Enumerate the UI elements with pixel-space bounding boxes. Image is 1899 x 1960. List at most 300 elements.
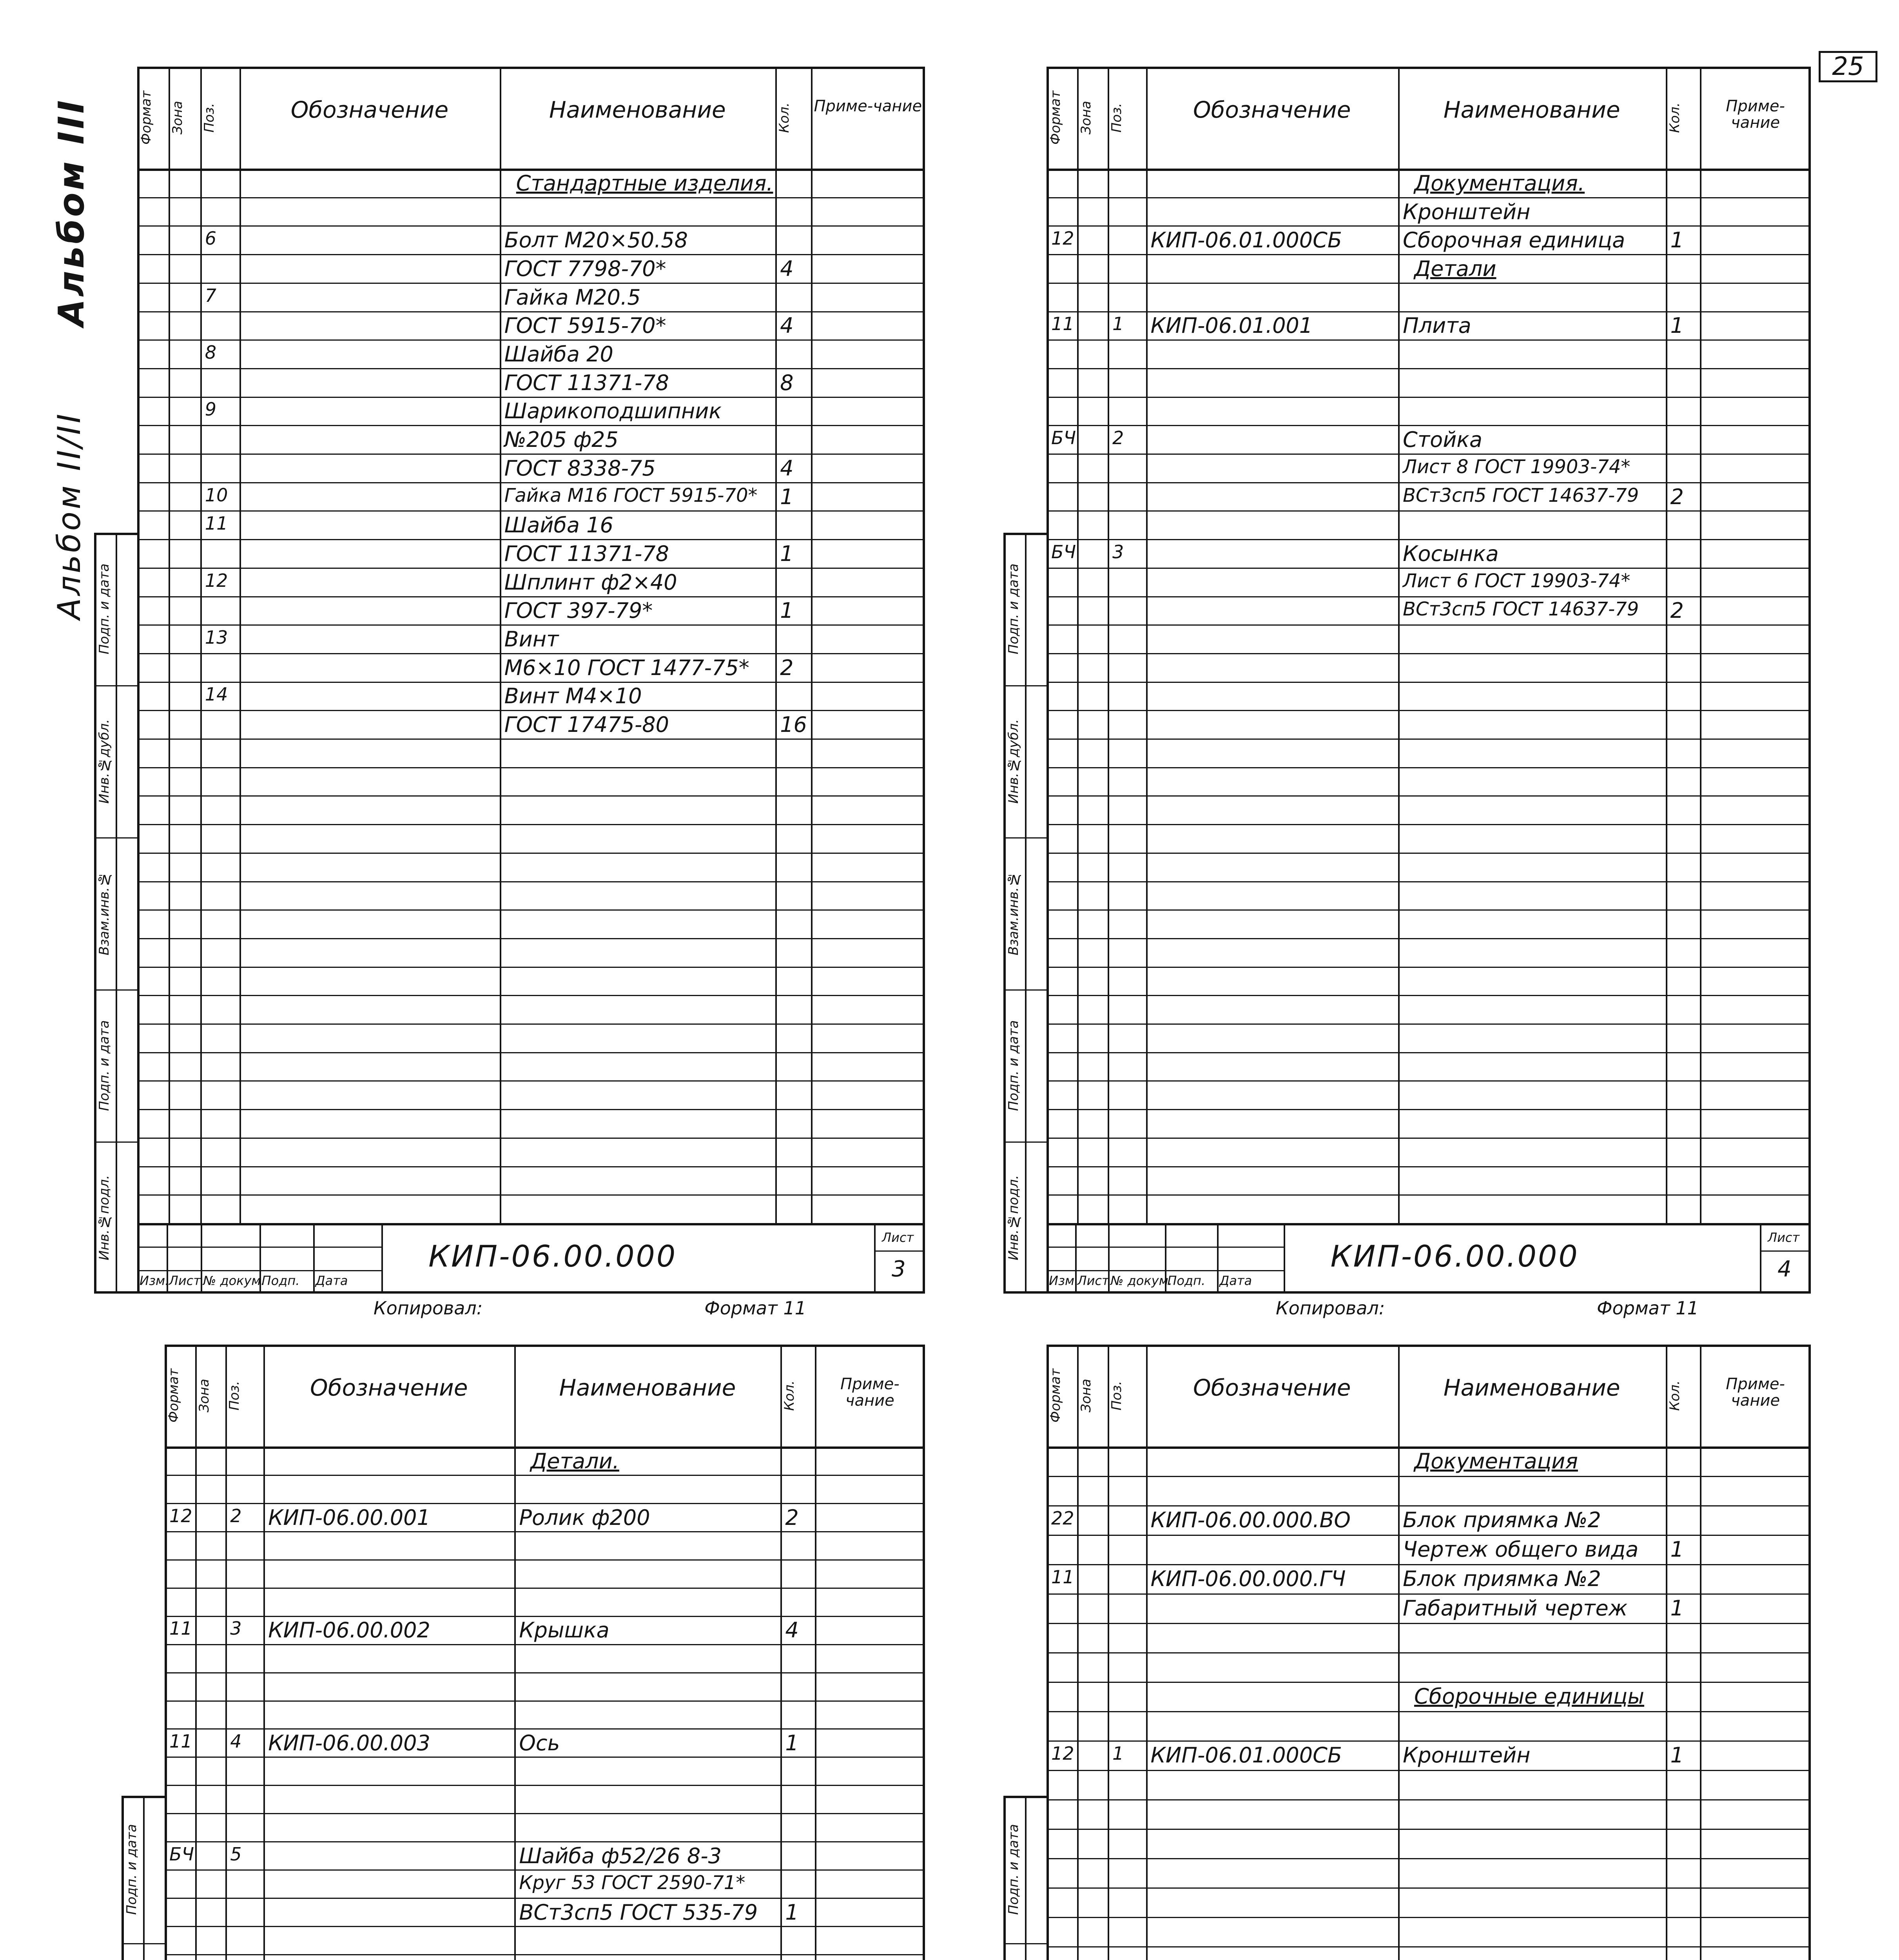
side-stamp-divider — [116, 533, 117, 1294]
row-divider — [137, 1194, 925, 1196]
spec-cell-name: ГОСТ 8338-75 — [504, 456, 656, 481]
spec-cell-name: Стойка — [1403, 427, 1483, 452]
spec-cell-pos: 6 — [205, 228, 217, 249]
spec-cell-name: ВСт3сп5 ГОСТ 14637-79 — [1403, 598, 1639, 621]
row-divider — [1047, 853, 1811, 854]
spec-panel-1 — [71, 67, 925, 1319]
side-stamp-label: Инв.№подл. — [1006, 1175, 1021, 1260]
row-divider — [165, 1503, 925, 1504]
stamp-column-divider — [201, 1223, 202, 1294]
row-divider — [1047, 425, 1811, 426]
spec-cell-name: Шайба ф52/26 8-3 — [519, 1843, 722, 1868]
document-code: КИП-06.00.000 — [1330, 1239, 1579, 1274]
side-stamp-label: Подп. и дата — [1006, 1020, 1021, 1111]
row-divider — [1047, 368, 1811, 369]
document-code: КИП-06.00.000 — [428, 1239, 677, 1274]
column-divider — [780, 1345, 782, 1960]
row-divider — [1047, 1652, 1811, 1653]
side-stamp-divider — [1025, 533, 1027, 1294]
spec-cell-fmt: 11 — [169, 1618, 192, 1639]
spec-cell-name: Сборочная единица — [1403, 228, 1625, 253]
stamp-sheet-divider — [1760, 1250, 1811, 1252]
row-divider — [1047, 1194, 1811, 1196]
spec-cell-pos: 2 — [230, 1505, 242, 1526]
column-header-format: Формат — [166, 1368, 181, 1423]
spec-cell-name: Габаритный чертеж — [1403, 1596, 1628, 1621]
spec-cell-fmt: 12 — [1051, 228, 1074, 249]
spec-cell-fmt: 11 — [169, 1731, 192, 1752]
column-divider — [263, 1345, 265, 1960]
side-stamp-divider — [1025, 1796, 1027, 1960]
spec-cell-qty: 2 — [1670, 598, 1684, 623]
row-divider — [165, 1869, 925, 1871]
column-header-note: Приме-чание — [814, 97, 922, 115]
row-divider — [137, 482, 925, 483]
row-divider — [1047, 967, 1811, 968]
column-header-qty: Кол. — [1667, 1380, 1683, 1411]
spec-cell-des: КИП-06.01.000СБ — [1150, 1743, 1342, 1768]
stamp-sheet-divider — [1760, 1223, 1761, 1294]
row-divider — [1047, 197, 1811, 198]
row-divider — [137, 197, 925, 198]
spec-cell-pos: 1 — [1112, 313, 1124, 335]
spec-cell-qty: 4 — [780, 456, 794, 481]
spec-cell-pos: 5 — [230, 1843, 242, 1865]
stamp-divider — [1047, 1223, 1811, 1225]
column-header-note: Приме-чание — [840, 1375, 900, 1410]
column-divider — [500, 67, 501, 1223]
row-divider — [1047, 881, 1811, 882]
spec-cell-name: Косынка — [1403, 541, 1499, 566]
column-header-qty: Кол. — [782, 1380, 798, 1411]
spec-cell-pos: 3 — [1112, 541, 1124, 563]
spec-cell-pos: 9 — [205, 399, 217, 420]
column-header-format: Формат — [1048, 91, 1063, 145]
column-header-zone: Зона — [1078, 101, 1094, 134]
spec-cell-name: ГОСТ 17475-80 — [504, 712, 669, 737]
row-divider — [137, 254, 925, 255]
sheet-label: Лист — [1768, 1230, 1800, 1245]
spec-cell-name: Кронштейн — [1403, 1743, 1531, 1768]
row-divider — [165, 1531, 925, 1532]
row-divider — [137, 881, 925, 882]
spec-cell-name: Гайка М16 ГОСТ 5915-70* — [504, 484, 758, 506]
spec-cell-qty: 4 — [785, 1618, 799, 1643]
spec-cell-pos: 4 — [230, 1731, 242, 1752]
spec-cell-pos: 14 — [205, 684, 228, 705]
row-divider — [1047, 283, 1811, 284]
row-divider — [1047, 1917, 1811, 1918]
spec-cell-pos: 13 — [205, 627, 228, 648]
row-divider — [165, 1644, 925, 1645]
row-divider — [137, 283, 925, 284]
spec-cell-qty: 1 — [780, 598, 794, 623]
spec-cell-name: Блок приямка №2 — [1403, 1508, 1601, 1532]
row-divider — [1047, 1946, 1811, 1947]
row-divider — [137, 995, 925, 996]
spec-cell-name: Детали — [1414, 256, 1496, 281]
row-divider — [1047, 1138, 1811, 1139]
column-header-note: Приме-чание — [1726, 1375, 1785, 1410]
stamp-column-label: Лист — [169, 1273, 201, 1288]
spec-cell-name: Стандартные изделия. — [516, 171, 773, 196]
column-header-format: Формат — [138, 91, 154, 145]
spec-cell-qty: 1 — [785, 1731, 799, 1756]
row-divider — [1047, 1593, 1811, 1595]
spec-cell-qty: 1 — [1670, 1537, 1684, 1562]
spec-cell-name: М6×10 ГОСТ 1477-75* — [504, 655, 749, 680]
spec-cell-pos: 10 — [205, 484, 228, 506]
side-stamp-label: Подп. и дата — [96, 1020, 112, 1111]
row-divider — [137, 710, 925, 711]
row-divider — [137, 454, 925, 455]
row-divider — [1047, 1024, 1811, 1025]
spec-cell-qty: 1 — [1670, 228, 1684, 253]
spec-cell-fmt: 11 — [1051, 1566, 1074, 1588]
column-header-pos: Поз. — [201, 103, 217, 132]
row-divider — [165, 1813, 925, 1814]
spec-cell-des: КИП-06.01.000СБ — [1150, 228, 1342, 253]
row-divider — [165, 1559, 925, 1561]
row-divider — [137, 568, 925, 569]
stamp-column-label: Подп. — [261, 1273, 300, 1288]
spec-cell-name: Болт М20×50.58 — [504, 228, 688, 253]
stamp-column-label: Подп. — [1167, 1273, 1206, 1288]
spec-cell-name: Крышка — [519, 1618, 609, 1643]
row-divider — [137, 909, 925, 911]
row-divider — [1047, 1770, 1811, 1771]
spec-cell-qty: 2 — [780, 655, 794, 680]
stamp-sheet-divider — [874, 1223, 876, 1294]
row-divider — [1047, 1682, 1811, 1683]
spec-cell-pos: 1 — [1112, 1743, 1124, 1764]
row-divider — [1047, 938, 1811, 939]
row-divider — [137, 1138, 925, 1139]
stamp-column-label: № докум. — [203, 1273, 265, 1288]
row-divider — [1047, 539, 1811, 540]
row-divider — [1047, 1829, 1811, 1830]
row-divider — [1047, 739, 1811, 740]
spec-cell-name: Шплинт ф2×40 — [504, 570, 677, 595]
row-divider — [137, 510, 925, 512]
row-divider — [137, 795, 925, 797]
row-divider — [1047, 596, 1811, 597]
side-stamp-label: Подп. и дата — [1006, 1824, 1021, 1915]
spec-cell-name: Детали. — [530, 1448, 619, 1474]
column-header-designation: Обозначение — [1193, 1374, 1351, 1401]
column-header-pos: Поз. — [1109, 103, 1125, 132]
column-divider — [239, 67, 241, 1223]
row-divider — [137, 368, 925, 369]
row-divider — [137, 824, 925, 825]
row-divider — [137, 539, 925, 540]
row-divider — [137, 1052, 925, 1053]
side-stamp-divider — [143, 1796, 145, 1960]
spec-cell-name: №205 ф25 — [504, 427, 618, 452]
column-header-name: Наименование — [549, 96, 726, 123]
spec-cell-qty: 8 — [780, 370, 794, 395]
spec-cell-name: Лист 6 ГОСТ 19903-74* — [1403, 570, 1631, 592]
spec-cell-fmt: БЧ — [1051, 541, 1076, 563]
row-divider — [137, 682, 925, 683]
spec-cell-des: КИП-06.00.002 — [268, 1618, 430, 1643]
column-divider — [1146, 67, 1148, 1223]
column-header-qty: Кол. — [1667, 102, 1683, 133]
side-stamp-label: Подп. и дата — [1006, 563, 1021, 655]
row-divider — [1047, 995, 1811, 996]
row-divider — [165, 1898, 925, 1899]
spec-cell-qty: 16 — [780, 712, 807, 737]
spec-cell-qty: 1 — [1670, 1596, 1684, 1621]
sheet-label: Лист — [882, 1230, 914, 1245]
row-divider — [1047, 1740, 1811, 1742]
stamp-column-label: Изм. — [140, 1273, 169, 1288]
row-divider — [165, 1926, 925, 1927]
column-header-designation: Обозначение — [1193, 96, 1351, 123]
row-divider — [165, 1785, 925, 1786]
column-divider — [1398, 67, 1400, 1223]
row-divider — [165, 1757, 925, 1758]
spec-cell-qty: 2 — [785, 1505, 799, 1530]
row-divider — [165, 1672, 925, 1673]
column-divider — [1077, 67, 1079, 1223]
row-divider — [1047, 1564, 1811, 1565]
spec-cell-pos: 7 — [205, 285, 217, 306]
spec-cell-des: КИП-06.00.001 — [268, 1505, 430, 1530]
column-header-note: Приме-чание — [1726, 97, 1785, 132]
stamp-sheet-divider — [874, 1250, 925, 1252]
spec-cell-name: Винт — [504, 627, 559, 652]
row-divider — [1047, 653, 1811, 654]
album-label: Альбом III — [51, 98, 92, 327]
stamp-column-label: Изм. — [1049, 1273, 1079, 1288]
side-stamp-label: Инв.№дубл. — [1006, 719, 1021, 804]
row-divider — [165, 1700, 925, 1702]
format-label: Формат 11 — [704, 1298, 806, 1319]
row-divider — [137, 624, 925, 626]
row-divider — [165, 1616, 925, 1617]
row-divider — [1047, 824, 1811, 825]
spec-cell-fmt: 12 — [169, 1505, 192, 1526]
spec-panel-4 — [980, 1345, 1811, 1960]
row-divider — [1047, 1535, 1811, 1536]
spec-cell-fmt: 12 — [1051, 1743, 1074, 1764]
stamp-column-divider — [1217, 1223, 1219, 1294]
spec-cell-name: ГОСТ 7798-70* — [504, 256, 666, 281]
row-divider — [137, 425, 925, 426]
side-stamp-label: Инв.№подл. — [96, 1175, 112, 1260]
column-header-name: Наименование — [1443, 96, 1620, 123]
row-divider — [1047, 225, 1811, 227]
side-stamp-label: Инв.№дубл. — [96, 719, 112, 804]
column-divider — [225, 1345, 227, 1960]
spec-cell-name: ГОСТ 11371-78 — [504, 541, 669, 566]
spec-cell-qty: 4 — [780, 256, 794, 281]
spec-cell-fmt: 22 — [1051, 1508, 1074, 1529]
row-divider — [1047, 624, 1811, 626]
stamp-column-label: Лист — [1077, 1273, 1109, 1288]
page-number: 25 — [1819, 51, 1877, 82]
column-divider — [811, 67, 813, 1223]
spec-cell-fmt: БЧ — [169, 1843, 194, 1865]
spec-cell-qty: 1 — [1670, 313, 1684, 338]
side-stamp-label: Подп. и дата — [124, 1824, 140, 1915]
row-divider — [137, 225, 925, 227]
row-divider — [1047, 1080, 1811, 1082]
spec-cell-pos: 8 — [205, 342, 217, 363]
row-divider — [137, 739, 925, 740]
spec-cell-des: КИП-06.00.000.ВО — [1150, 1508, 1351, 1532]
spec-cell-name: Шайба 16 — [504, 513, 613, 538]
row-divider — [1047, 710, 1811, 711]
column-divider — [815, 1345, 816, 1960]
spec-cell-fmt: 11 — [1051, 313, 1074, 335]
spec-cell-name: Чертеж общего вида — [1403, 1537, 1639, 1562]
spec-cell-name: ГОСТ 11371-78 — [504, 370, 669, 395]
column-header-zone: Зона — [196, 1379, 212, 1412]
row-divider — [165, 1841, 925, 1842]
column-divider — [1666, 67, 1667, 1223]
row-divider — [1047, 254, 1811, 255]
spec-cell-pos: 12 — [205, 570, 228, 591]
column-header-zone: Зона — [170, 101, 186, 134]
row-divider — [137, 653, 925, 654]
stamp-column-divider — [1284, 1223, 1285, 1294]
spec-cell-qty: 4 — [780, 313, 794, 338]
column-header-designation: Обозначение — [310, 1374, 468, 1401]
column-header-pos: Поз. — [1109, 1381, 1125, 1410]
spec-cell-name: Круг 53 ГОСТ 2590-71* — [519, 1871, 745, 1894]
column-divider — [195, 1345, 197, 1960]
album-label-secondary: Альбом II/II — [51, 412, 87, 620]
copied-by-label: Копировал: — [374, 1298, 483, 1319]
row-divider — [1047, 1109, 1811, 1110]
column-divider — [169, 67, 170, 1223]
spec-cell-name: ВСт3сп5 ГОСТ 14637-79 — [1403, 484, 1639, 506]
spec-cell-pos: 3 — [230, 1618, 242, 1639]
row-divider — [1047, 568, 1811, 569]
side-stamp-label: Взам.инв.№ — [96, 871, 112, 955]
row-divider — [1047, 1505, 1811, 1506]
row-divider — [1047, 1476, 1811, 1477]
row-divider — [137, 1166, 925, 1167]
row-divider — [137, 853, 925, 854]
row-divider — [1047, 1858, 1811, 1859]
sheet-number: 3 — [892, 1256, 906, 1282]
column-divider — [775, 67, 777, 1223]
column-divider — [1108, 67, 1109, 1223]
spec-cell-pos: 11 — [205, 513, 228, 534]
spec-cell-name: Документация. — [1414, 171, 1585, 196]
format-label: Формат 11 — [1597, 1298, 1699, 1319]
row-divider — [1047, 397, 1811, 398]
spec-cell-pos: 2 — [1112, 427, 1124, 449]
sheet-number: 4 — [1777, 1256, 1792, 1282]
spec-cell-name: Документация — [1414, 1449, 1578, 1474]
row-divider — [1047, 1166, 1811, 1167]
spec-cell-qty: 1 — [785, 1900, 799, 1925]
spec-cell-qty: 2 — [1670, 484, 1684, 509]
spec-cell-name: ГОСТ 5915-70* — [504, 313, 666, 338]
row-divider — [1047, 682, 1811, 683]
spec-panel-2 — [980, 67, 1811, 1319]
spec-panel-3 — [98, 1345, 925, 1960]
row-divider — [1047, 510, 1811, 512]
side-stamp-label: Взам.инв.№ — [1006, 871, 1021, 955]
row-divider — [1047, 767, 1811, 768]
spec-cell-name: Ось — [519, 1731, 560, 1756]
column-header-name: Наименование — [559, 1374, 736, 1401]
row-divider — [1047, 482, 1811, 483]
row-divider — [1047, 339, 1811, 341]
stamp-column-label: Дата — [1219, 1273, 1252, 1288]
row-divider — [1047, 1623, 1811, 1624]
row-divider — [137, 311, 925, 312]
stamp-column-divider — [313, 1223, 315, 1294]
side-stamp-label — [1006, 1947, 1025, 1960]
column-header-zone: Зона — [1078, 1379, 1094, 1412]
spec-cell-name: Кронштейн — [1403, 199, 1531, 224]
row-divider — [137, 1080, 925, 1082]
stamp-column-label: Дата — [315, 1273, 348, 1288]
row-divider — [137, 397, 925, 398]
row-divider — [165, 1475, 925, 1476]
column-header-pos: Поз. — [227, 1381, 243, 1410]
row-divider — [1047, 1799, 1811, 1800]
row-divider — [1047, 909, 1811, 911]
column-header-name: Наименование — [1443, 1374, 1620, 1401]
row-divider — [165, 1954, 925, 1955]
row-divider — [137, 1109, 925, 1110]
spec-cell-name: Винт М4×10 — [504, 684, 642, 709]
spec-cell-name: Блок приямка №2 — [1403, 1566, 1601, 1591]
spec-cell-des: КИП-06.01.001 — [1150, 313, 1313, 338]
column-header-designation: Обозначение — [290, 96, 449, 123]
stamp-column-label: № докум. — [1110, 1273, 1172, 1288]
spec-cell-name: Шайба 20 — [504, 342, 613, 367]
spec-cell-name: Гайка М20.5 — [504, 285, 641, 310]
spec-cell-qty: 1 — [780, 541, 794, 566]
row-divider — [1047, 311, 1811, 312]
side-stamp-label — [124, 1947, 143, 1960]
row-divider — [165, 1588, 925, 1589]
spec-cell-name: Ролик ф200 — [519, 1505, 650, 1530]
copied-by-label: Копировал: — [1276, 1298, 1385, 1319]
column-header-format: Формат — [1048, 1368, 1063, 1423]
column-divider — [200, 67, 202, 1223]
row-divider — [165, 1728, 925, 1730]
spec-cell-name: ГОСТ 397-79* — [504, 598, 653, 623]
row-divider — [1047, 1887, 1811, 1889]
spec-cell-fmt: БЧ — [1051, 427, 1076, 449]
row-divider — [137, 767, 925, 768]
column-divider — [1700, 67, 1701, 1223]
row-divider — [137, 596, 925, 597]
spec-cell-name: Лист 8 ГОСТ 19903-74* — [1403, 456, 1631, 478]
spec-cell-name: Сборочные единицы — [1414, 1684, 1644, 1709]
spec-cell-qty: 1 — [780, 484, 794, 509]
row-divider — [137, 967, 925, 968]
stamp-column-divider — [381, 1223, 383, 1294]
spec-cell-des: КИП-06.00.003 — [268, 1731, 430, 1756]
stamp-divider — [137, 1223, 925, 1225]
row-divider — [1047, 1052, 1811, 1053]
row-divider — [137, 938, 925, 939]
row-divider — [137, 339, 925, 341]
spec-cell-name: Шарикоподшипник — [504, 399, 722, 424]
spec-cell-qty: 1 — [1670, 1743, 1684, 1768]
row-divider — [1047, 454, 1811, 455]
